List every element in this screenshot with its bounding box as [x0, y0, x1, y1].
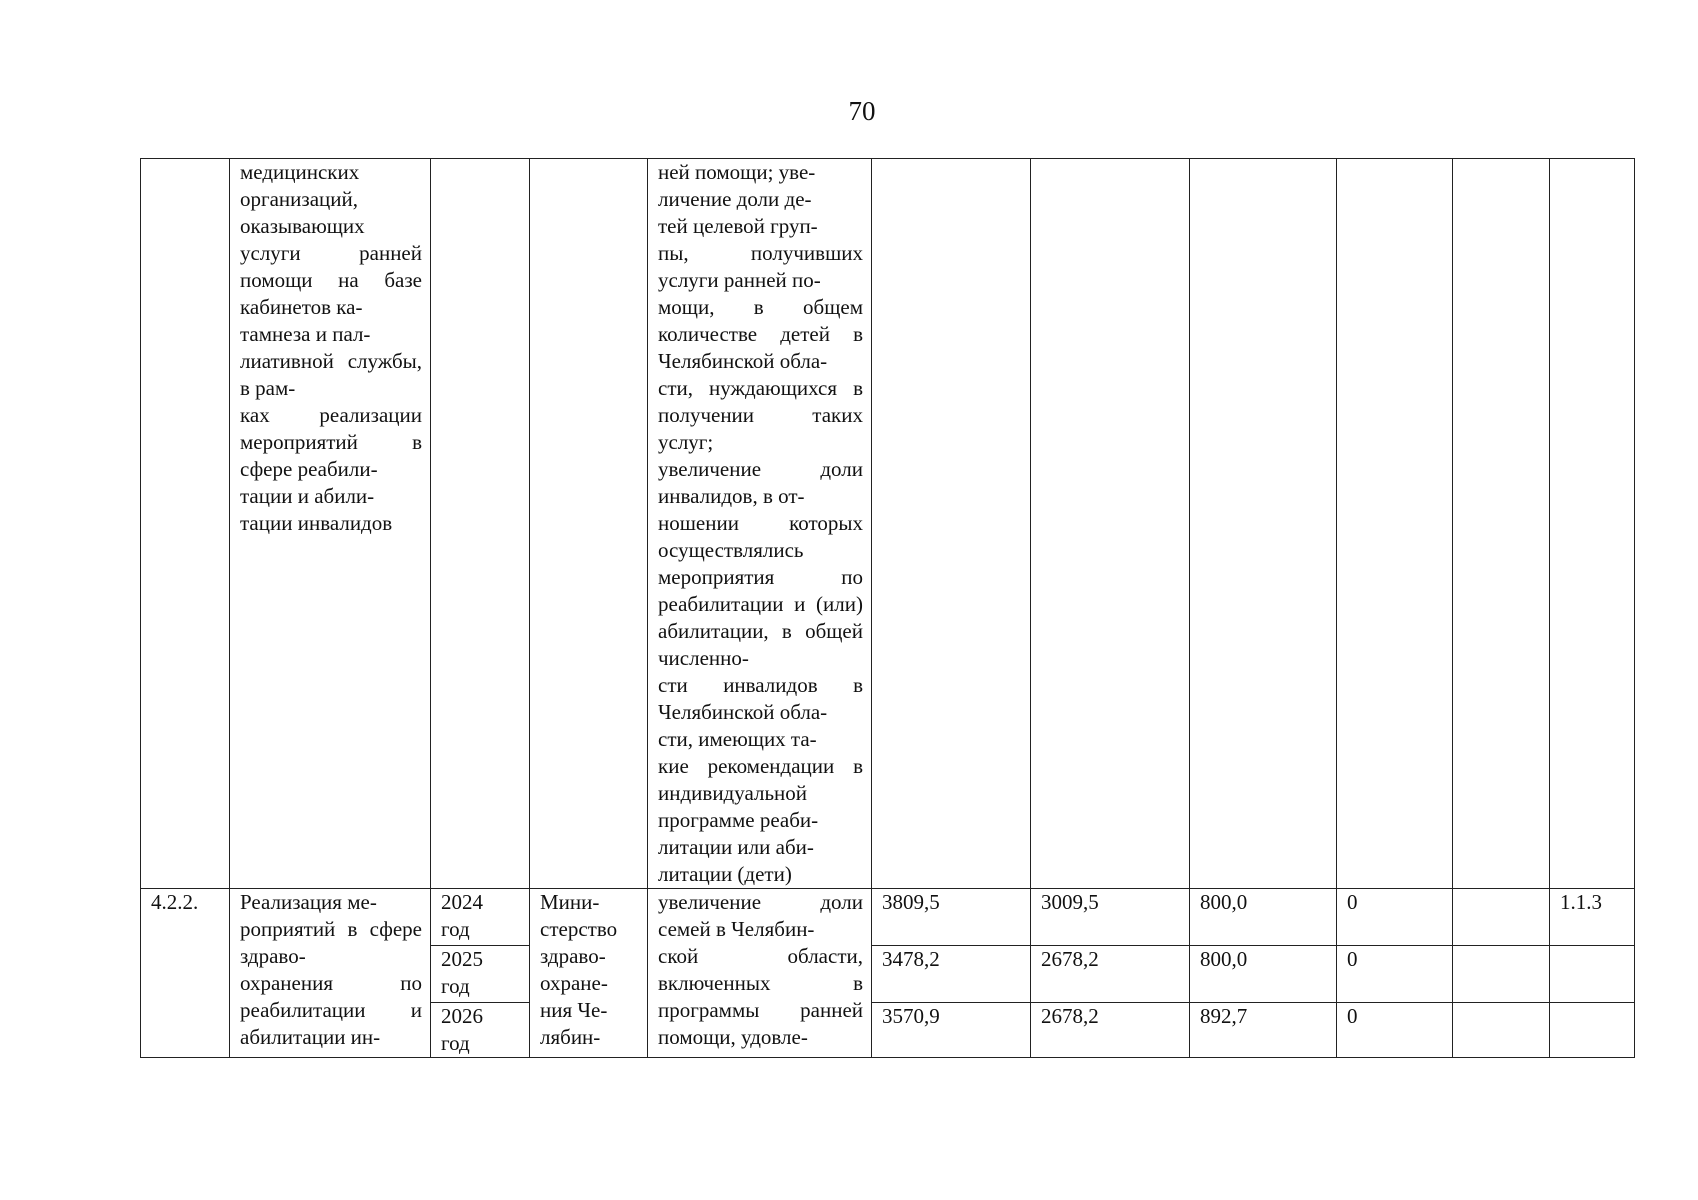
cell-other [1453, 1003, 1550, 1058]
cell-number: 4.2.2. [141, 889, 230, 1058]
cell-local: 0 [1337, 946, 1453, 1003]
cell-measure-name: Реализация ме- роприятий в сфере здраво- охранения по реабилитации и абилитации ин- [230, 889, 431, 1058]
cell-regional: 2678,2 [1031, 1003, 1190, 1058]
cell-total: 3570,9 [872, 1003, 1031, 1058]
cell-regional [1031, 159, 1190, 889]
cell-other [1453, 889, 1550, 946]
cell-period: 2025 год [431, 946, 530, 1003]
cell-other [1453, 159, 1550, 889]
cell-indicator [1550, 946, 1635, 1003]
table-row [141, 889, 1635, 946]
cell-federal: 800,0 [1190, 889, 1337, 946]
cell-period: 2024 год [431, 889, 530, 946]
cell-total: 3478,2 [872, 946, 1031, 1003]
continuation-row [141, 159, 1635, 889]
cell-indicator [1550, 159, 1635, 889]
cell-other [1453, 946, 1550, 1003]
cell-regional: 2678,2 [1031, 946, 1190, 1003]
cell-period: 2026 год [431, 1003, 530, 1058]
cell-number [141, 159, 230, 889]
cell-executor [530, 159, 648, 889]
cell-local: 0 [1337, 1003, 1453, 1058]
cell-federal [1190, 159, 1337, 889]
cell-indicator: 1.1.3 [1550, 889, 1635, 946]
cell-indicator [1550, 1003, 1635, 1058]
cell-local [1337, 159, 1453, 889]
cell-federal: 800,0 [1190, 946, 1337, 1003]
cell-expected-result: ней помощи; уве- личение доли де- тей целевой груп- пы, получивших услуги ранней по- мощи, в общем количестве детей в Челябинской обла- сти, нуждающихся в получении таких услуг; увеличение доли инвалидов, в от- ношении которых осуществлялись мероприятия по реабилитации и (или) абилитации, в общей численно- сти инвалидов в Челябинской обла- сти, имеющих та- кие рекомендации в индивидуальной программе реаби- литации или аби- литации (дети) [648, 159, 872, 889]
cell-executor: Мини- стерство здраво- охране- ния Че- лябин- [530, 889, 648, 1058]
cell-local: 0 [1337, 889, 1453, 946]
cell-total [872, 159, 1031, 889]
program-table [140, 158, 1635, 1058]
cell-regional: 3009,5 [1031, 889, 1190, 946]
cell-expected-result: увеличение доли семей в Челябин- ской области, включенных в программы ранней помощи, удовле- [648, 889, 872, 1058]
cell-period [431, 159, 530, 889]
cell-total: 3809,5 [872, 889, 1031, 946]
cell-measure-name: медицинских организаций, оказывающих услуги ранней помощи на базе кабинетов ка- тамнеза и пал- лиативной службы, в рам- ках реализации мероприятий в сфере реабили- тации и абили- тации инвалидов [230, 159, 431, 889]
cell-federal: 892,7 [1190, 1003, 1337, 1058]
page-number: 70 [848, 96, 876, 126]
